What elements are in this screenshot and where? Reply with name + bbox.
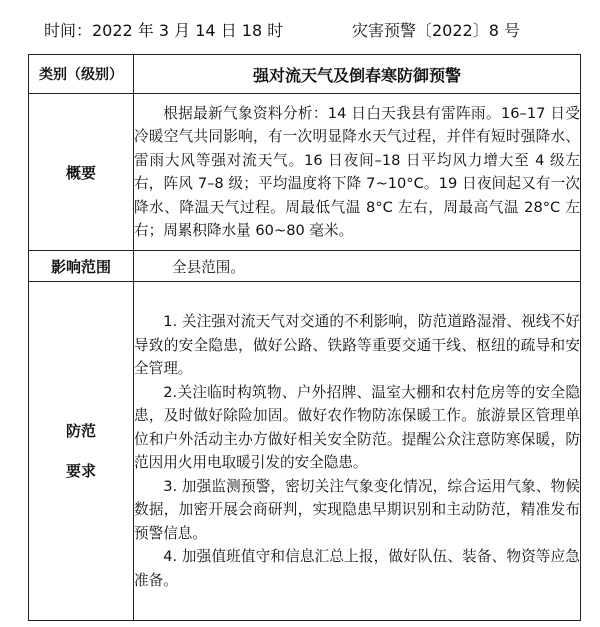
document-number: 灾害预警〔2022〕8 号 (352, 21, 520, 40)
notice-header (44, 18, 560, 44)
measures-label-line2: 要求 (65, 462, 96, 480)
warning-table (28, 54, 581, 621)
scope-label: 影响范围 (29, 251, 134, 282)
overview-text: 根据最新气象资料分析：14 日白天我县有雷阵雨。16–17 日受冷暖空气共同影响，有一次明显降水天气过程，并伴有短时强降水、雷雨大风等强对流天气。16 日夜间–18 日平均风力增大至 4 级左右，阵风 7–8 级；平均温度将下降 7~10°C。19 日夜间起又有一次降水、降温天气过程。周最低气温 8°C 左右，周最高气温 28°C 左右；周累积降水量 60~80 毫米。 (134, 104, 580, 239)
scope-text: 全县范围。 (134, 251, 581, 282)
overview-row (29, 94, 581, 251)
measures-label-line1: 防范 (65, 422, 96, 440)
scope-row (29, 251, 581, 282)
measures-label (29, 282, 134, 621)
measures-cell (134, 282, 581, 621)
measure-item-4: 4. 加强值班值守和信息汇总上报，做好队伍、装备、物资等应急准备。 (134, 548, 580, 589)
overview-cell (134, 94, 581, 251)
overview-label: 概要 (29, 94, 134, 251)
warning-title: 强对流天气及倒春寒防御预警 (134, 55, 581, 94)
measures-row (29, 282, 581, 621)
measure-item-1: 1. 关注强对流天气对交通的不利影响，防范道路湿滑、视线不好导致的安全隐患，做好公路、铁路等重要交通干线、枢纽的疏导和安全管理。 (134, 313, 580, 377)
measure-item-2: 2.关注临时构筑物、户外招牌、温室大棚和农村危房等的安全隐患，及时做好除险加固。做好农作物防冻保暖工作。旅游景区管理单位和户外活动主办方做好相关安全防范。提醒公众注意防寒保暖，防范因用火用电取暖引发的安全隐患。 (134, 383, 580, 471)
issue-time: 时间：2022 年 3 月 14 日 18 时 (44, 21, 284, 40)
measure-item-3: 3. 加强监测预警，密切关注气象变化情况，综合运用气象、物候数据，加密开展会商研判，实现隐患早期识别和主动防范，精准发布预警信息。 (134, 477, 580, 542)
category-level-header: 类别（级别） (29, 55, 134, 94)
table-header-row (29, 55, 581, 94)
